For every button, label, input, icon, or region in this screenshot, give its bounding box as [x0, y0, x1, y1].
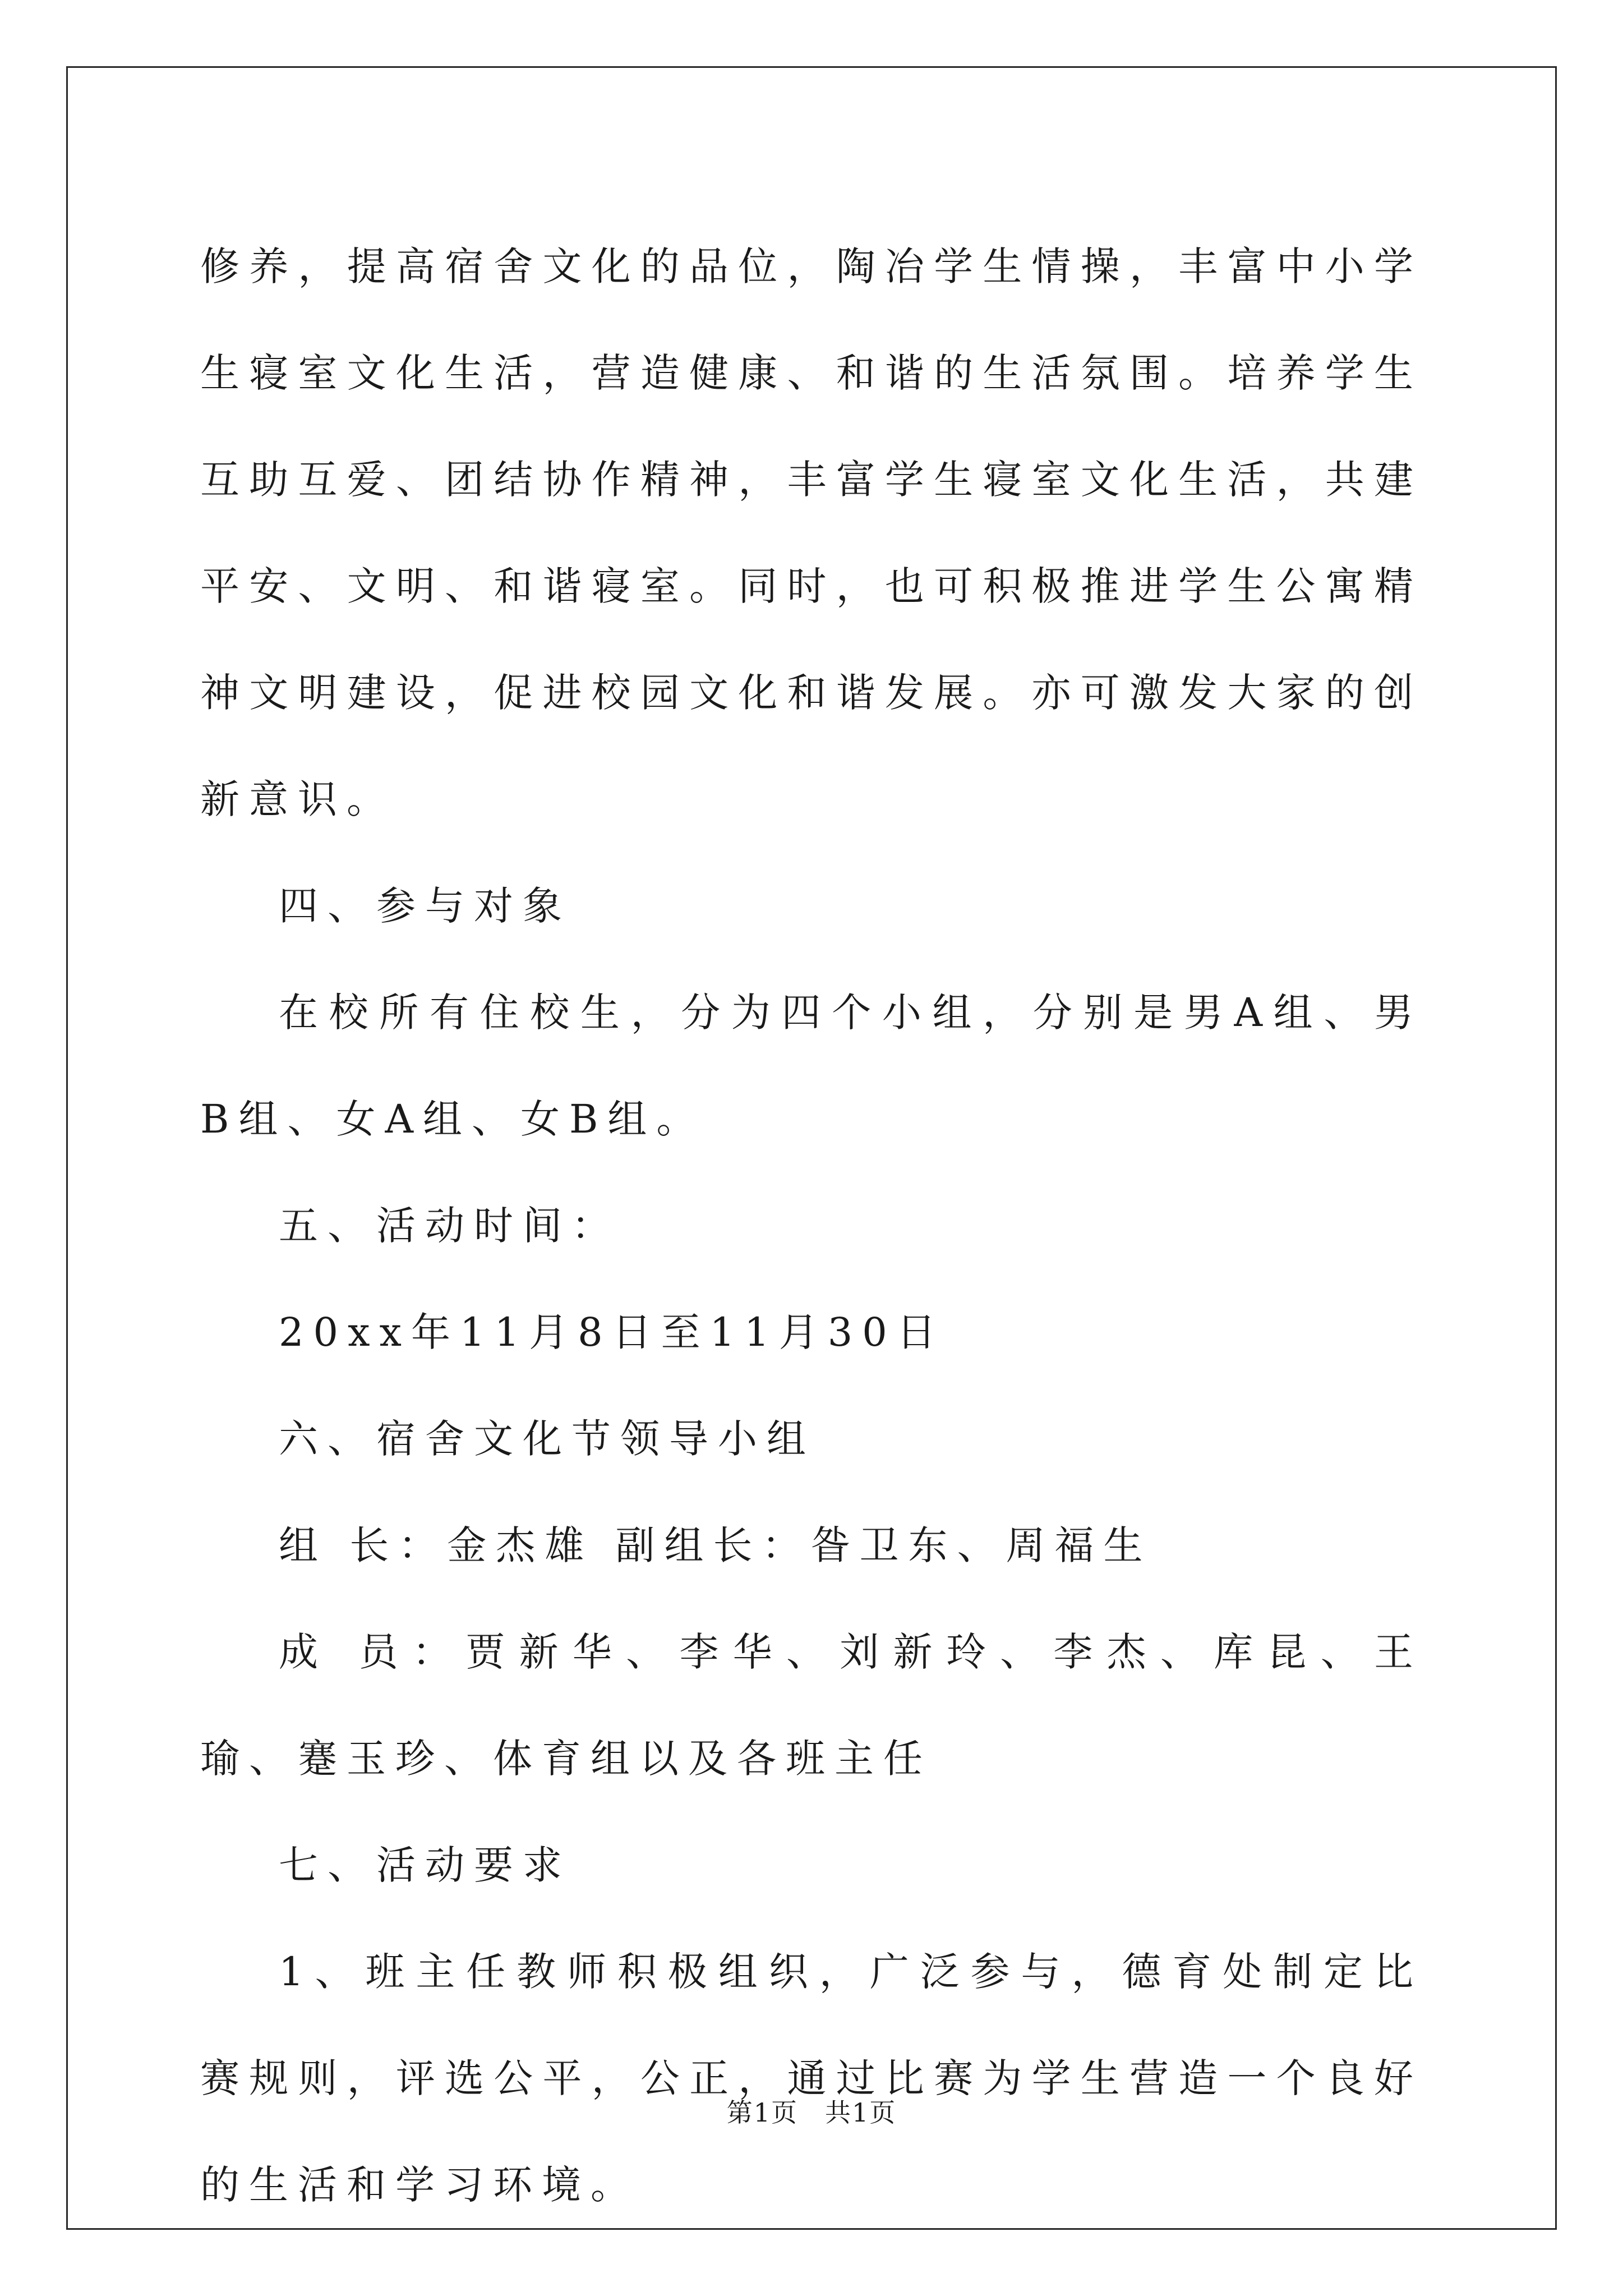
paragraph-purpose-continued: 修养，提高宿舍文化的品位，陶冶学生情操，丰富中小学生寝室文化生活，营造健康、和谐的生活氛围。培养学生互助互爱、团结协作精神，丰富学生寝室文化生活，共建平安、文明、和谐寝室。同时，也可积极推进学生公寓精神文明建设，促进校园文化和谐发展。亦可激发大家的创新意识。 [200, 243, 1423, 822]
heading-activity-requirements: 七、活动要求 [279, 1842, 571, 1888]
paragraph-group-leaders: 组 长：金杰雄 副组长：昝卫东、周福生 [279, 1522, 1152, 1568]
paragraph-participants: 在校所有住校生，分为四个小组，分别是男A组、男B组、女A组、女B组。 [200, 990, 1423, 1142]
paragraph-group-members: 成 员：贾新华、李华、刘新玲、李杰、库昆、王瑜、蹇玉珍、体育组以及各班主任 [200, 1629, 1423, 1782]
heading-activity-time: 五、活动时间： [279, 1203, 620, 1249]
paragraph-requirement-1: 1、班主任教师积极组织，广泛参与，德育处制定比赛规则，评选公平，公正，通过比赛为学生营造一个良好的生活和学习环境。 [200, 1949, 1423, 2208]
document-body [200, 213, 1423, 2238]
page-number-footer: 第1页 共1页 [726, 2097, 897, 2128]
heading-leadership-group: 六、宿舍文化节领导小组 [279, 1416, 815, 1462]
heading-participants: 四、参与对象 [279, 883, 571, 929]
paragraph-activity-dates: 20xx年11月8日至11月30日 [279, 1309, 946, 1355]
